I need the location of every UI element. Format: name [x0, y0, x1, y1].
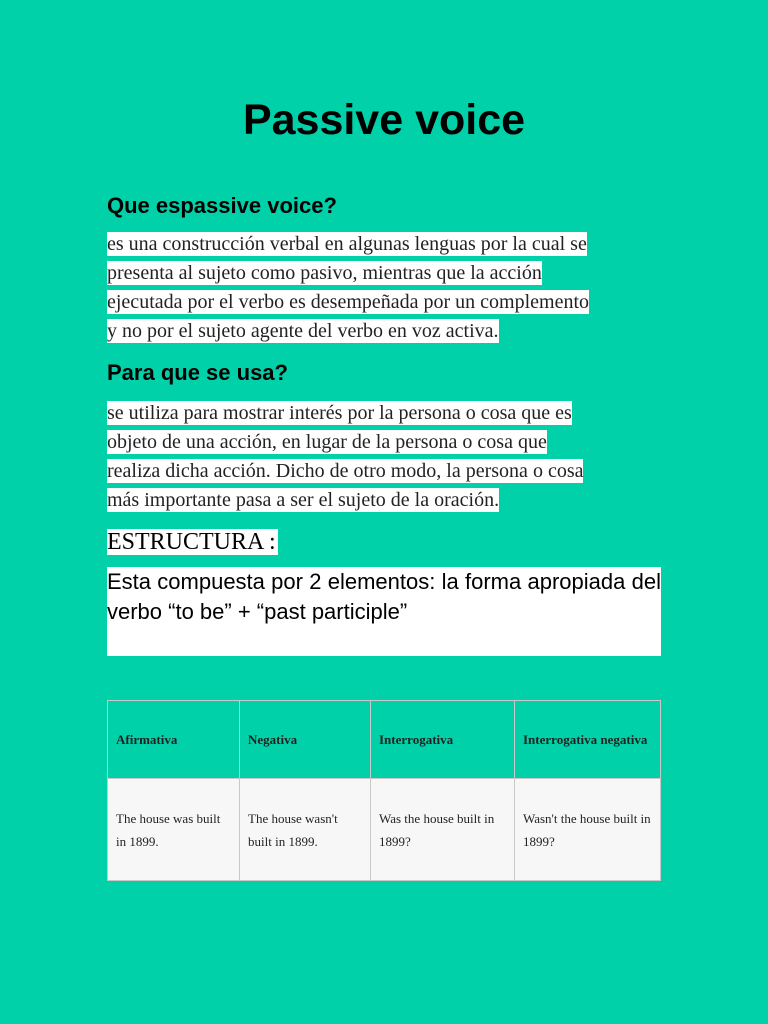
table-cell-interrogativa: Was the house built in 1899? [371, 779, 515, 881]
table-cell-afirmativa: The house was built in 1899. [108, 779, 240, 881]
column-header-negativa: Negativa [240, 701, 371, 779]
table-cell-interrogativa-negativa: Wasn't the house built in 1899? [515, 779, 661, 881]
column-header-interrogativa-negativa: Interrogativa negativa [515, 701, 661, 779]
table-header-row [108, 701, 661, 779]
definition-line: presenta al sujeto como pasivo, mientras que la acción [107, 262, 542, 284]
structure-label [107, 527, 278, 557]
column-header-afirmativa: Afirmativa [108, 701, 240, 779]
page-title: Passive voice [242, 96, 526, 144]
usage-line: objeto de una acción, en lugar de la persona o cosa que [107, 431, 547, 453]
structure-label-text: ESTRUCTURA : [107, 529, 276, 555]
usage-line: más importante pasa a ser el sujeto de la oración. [107, 489, 500, 511]
usage-paragraph [107, 399, 667, 515]
column-header-interrogativa: Interrogativa [371, 701, 515, 779]
section-heading-usage: Para que se usa? [107, 360, 288, 385]
definition-line: ejecutada por el verbo es desempeñada por un complemento [107, 291, 590, 313]
usage-line: realiza dicha acción. Dicho de otro modo, la persona o cosa [107, 460, 584, 482]
section-heading-what-is: Que espassive voice? [107, 193, 337, 218]
passive-voice-table [107, 700, 661, 881]
usage-line: se utiliza para mostrar interés por la persona o cosa que es [107, 402, 572, 424]
table-row [108, 779, 661, 881]
definition-paragraph [107, 230, 667, 346]
table-cell-negativa: The house wasn't built in 1899. [240, 779, 371, 881]
structure-description: Esta compuesta por 2 elementos: la forma apropiada del verbo “to be” + “past participle” [107, 567, 661, 656]
definition-line: es una construcción verbal en algunas lenguas por la cual se [107, 233, 587, 255]
definition-line: y no por el sujeto agente del verbo en voz activa. [107, 320, 499, 342]
